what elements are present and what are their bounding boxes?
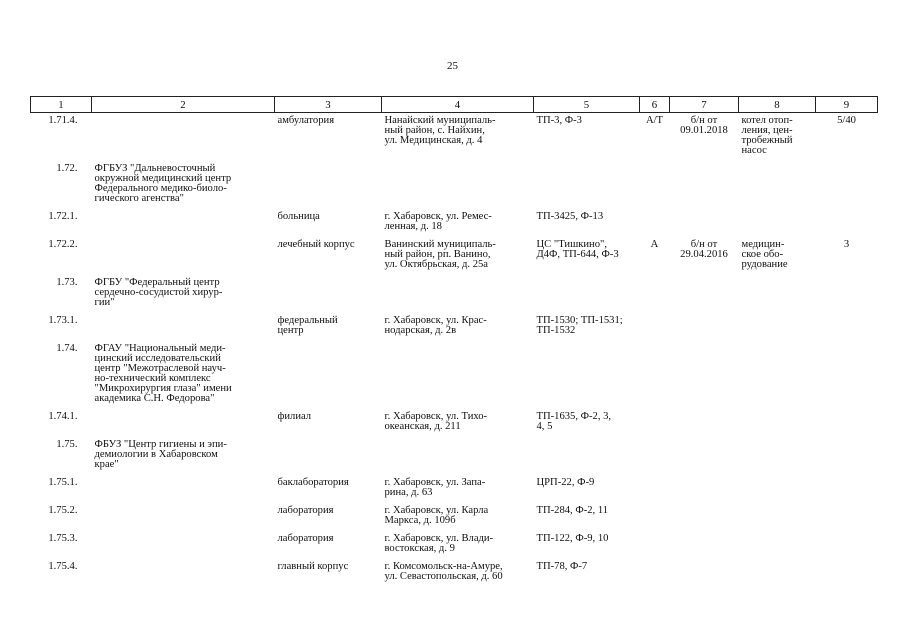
capacity-cell: 3 xyxy=(843,239,850,250)
equipment-cell: котел отоп- ления, цен- тробежный насос xyxy=(741,115,793,156)
power-source-cell: ТП-3, Ф-3 xyxy=(536,115,582,126)
address-cell xyxy=(382,278,534,316)
category-cell xyxy=(640,506,670,534)
equipment-cell xyxy=(739,562,816,582)
category-cell xyxy=(640,316,670,344)
power-source-cell xyxy=(534,440,640,478)
equipment-cell xyxy=(739,440,816,478)
category-cell: А xyxy=(650,239,659,250)
organization-cell xyxy=(92,534,275,562)
category-cell xyxy=(640,164,670,212)
equipment-cell xyxy=(739,344,816,412)
organization-cell: ФГБУ "Федеральный центр сердечно-сосудистой хирур- гии" xyxy=(94,277,223,308)
capacity-cell xyxy=(816,278,878,316)
equipment-cell xyxy=(739,506,816,534)
power-source-cell: ТП-284, Ф-2, 11 xyxy=(536,505,609,516)
category-cell xyxy=(640,344,670,412)
equipment-cell xyxy=(739,164,816,212)
column-header: 5 xyxy=(534,97,640,113)
table-row xyxy=(31,278,878,316)
table-row xyxy=(31,240,878,278)
equipment-cell xyxy=(739,316,816,344)
object-type-cell xyxy=(275,278,382,316)
column-header: 2 xyxy=(92,97,275,113)
object-type-cell xyxy=(275,440,382,478)
act-cell xyxy=(670,506,739,534)
row-number-cell: 1.75.4. xyxy=(48,561,78,572)
organization-cell: ФБУЗ "Центр гигиены и эпи- демиологии в Хабаровском крае" xyxy=(94,439,227,470)
column-header: 4 xyxy=(382,97,534,113)
organization-cell xyxy=(92,113,275,165)
capacity-cell xyxy=(816,562,878,582)
address-cell: г. Комсомольск-на-Амуре, ул. Севастопольская, д. 60 xyxy=(384,561,503,582)
equipment-cell xyxy=(739,412,816,440)
capacity-cell xyxy=(816,344,878,412)
power-source-cell: ТП-78, Ф-7 xyxy=(536,561,588,572)
column-header: 1 xyxy=(31,97,92,113)
equipment-cell xyxy=(739,278,816,316)
power-source-cell xyxy=(534,164,640,212)
equipment-cell xyxy=(739,212,816,240)
capacity-cell xyxy=(816,534,878,562)
organization-cell xyxy=(92,240,275,278)
address-cell: г. Хабаровск, ул. Карла Маркса, д. 109б xyxy=(384,505,489,526)
page-number: 25 xyxy=(447,60,458,72)
power-source-cell: ТП-3425, Ф-13 xyxy=(536,211,604,222)
capacity-cell xyxy=(816,212,878,240)
object-type-cell: лечебный корпус xyxy=(277,239,355,250)
organization-cell xyxy=(92,316,275,344)
act-cell xyxy=(670,344,739,412)
objects-table xyxy=(30,96,878,582)
organization-cell xyxy=(92,478,275,506)
power-source-cell: ТП-1530; ТП-1531; ТП-1532 xyxy=(536,315,623,336)
act-cell: б/н от 29.04.2016 xyxy=(680,239,728,260)
act-cell xyxy=(670,562,739,582)
table-row xyxy=(31,164,878,212)
power-source-cell xyxy=(534,344,640,412)
row-number-cell: 1.75.1. xyxy=(48,477,78,488)
organization-cell: ФГБУЗ "Дальневосточный окружной медицинский центр Федерального медико-биоло- гического агенства" xyxy=(94,163,232,204)
table-row xyxy=(31,506,878,534)
address-cell: г. Хабаровск, ул. Влади- востокская, д. 9 xyxy=(384,533,494,554)
row-number-cell: 1.73. xyxy=(56,277,78,288)
row-number-cell: 1.74.1. xyxy=(48,411,78,422)
act-cell xyxy=(670,412,739,440)
table-row xyxy=(31,212,878,240)
address-cell xyxy=(382,164,534,212)
act-cell: б/н от 09.01.2018 xyxy=(680,115,728,136)
act-cell xyxy=(670,478,739,506)
row-number-cell: 1.75.2. xyxy=(48,505,78,516)
capacity-cell xyxy=(816,478,878,506)
row-number-cell: 1.72.1. xyxy=(48,211,78,222)
act-cell xyxy=(670,316,739,344)
capacity-cell xyxy=(816,316,878,344)
power-source-cell: ЦС "Тишкино", Д4Ф, ТП-644, Ф-3 xyxy=(536,239,619,260)
column-header: 7 xyxy=(670,97,739,113)
power-source-cell: ТП-1635, Ф-2, 3, 4, 5 xyxy=(536,411,612,432)
table-row xyxy=(31,316,878,344)
capacity-cell: 5/40 xyxy=(837,115,856,126)
row-number-cell: 1.75.3. xyxy=(48,533,78,544)
power-source-cell xyxy=(534,278,640,316)
table-row xyxy=(31,440,878,478)
category-cell xyxy=(640,440,670,478)
object-type-cell xyxy=(275,164,382,212)
row-number-cell: 1.72. xyxy=(56,163,78,174)
column-header: 6 xyxy=(640,97,670,113)
object-type-cell: больница xyxy=(277,211,320,222)
address-cell: г. Хабаровск, ул. Крас- нодарская, д. 2в xyxy=(384,315,487,336)
table-row xyxy=(31,344,878,412)
object-type-cell: филиал xyxy=(277,411,312,422)
act-cell xyxy=(670,164,739,212)
object-type-cell: лаборатория xyxy=(277,505,334,516)
equipment-cell xyxy=(739,478,816,506)
address-cell: г. Хабаровск, ул. Тихо- океанская, д. 211 xyxy=(384,411,488,432)
table-row xyxy=(31,412,878,440)
organization-cell: ФГАУ "Национальный меди- цинский исследовательский центр "Межотраслевой науч- но-технический комплекс "Микрохирургия глаза" имени академика С.Н. Федорова" xyxy=(94,343,232,404)
column-header: 3 xyxy=(275,97,382,113)
address-cell: г. Хабаровск, ул. Ремес- ленная, д. 18 xyxy=(384,211,492,232)
act-cell xyxy=(670,212,739,240)
act-cell xyxy=(670,534,739,562)
address-cell: г. Хабаровск, ул. Запа- рина, д. 63 xyxy=(384,477,486,498)
column-number-row xyxy=(31,97,878,113)
address-cell xyxy=(382,440,534,478)
act-cell xyxy=(670,278,739,316)
equipment-cell xyxy=(739,534,816,562)
object-type-cell: федеральный центр xyxy=(277,315,338,336)
address-cell xyxy=(382,344,534,412)
organization-cell xyxy=(92,506,275,534)
organization-cell xyxy=(92,212,275,240)
object-type-cell xyxy=(275,344,382,412)
column-header: 8 xyxy=(739,97,816,113)
row-number-cell: 1.74. xyxy=(56,343,78,354)
table-row xyxy=(31,562,878,582)
object-type-cell: баклаборатория xyxy=(277,477,349,488)
address-cell: Нанайский муниципаль- ный район, с. Найхин, ул. Медицинская, д. 4 xyxy=(384,115,496,146)
power-source-cell: ТП-122, Ф-9, 10 xyxy=(536,533,609,544)
row-number-cell: 1.71.4. xyxy=(48,115,78,126)
capacity-cell xyxy=(816,506,878,534)
category-cell xyxy=(640,412,670,440)
equipment-cell: медицин- ское обо- рудование xyxy=(741,239,788,270)
category-cell xyxy=(640,562,670,582)
power-source-cell: ЦРП-22, Ф-9 xyxy=(536,477,595,488)
category-cell xyxy=(640,212,670,240)
organization-cell xyxy=(92,412,275,440)
column-header: 9 xyxy=(816,97,878,113)
table-row xyxy=(31,534,878,562)
capacity-cell xyxy=(816,164,878,212)
act-cell xyxy=(670,440,739,478)
address-cell: Ванинский муниципаль- ный район, рп. Ванино, ул. Октябрьская, д. 25а xyxy=(384,239,496,270)
row-number-cell: 1.73.1. xyxy=(48,315,78,326)
capacity-cell xyxy=(816,440,878,478)
row-number-cell: 1.72.2. xyxy=(48,239,78,250)
category-cell: А/Т xyxy=(645,115,664,126)
category-cell xyxy=(640,534,670,562)
object-type-cell: амбулатория xyxy=(277,115,335,126)
category-cell xyxy=(640,478,670,506)
table-row xyxy=(31,113,878,165)
object-type-cell: главный корпус xyxy=(277,561,349,572)
table-row xyxy=(31,478,878,506)
capacity-cell xyxy=(816,412,878,440)
organization-cell xyxy=(92,562,275,582)
category-cell xyxy=(640,278,670,316)
object-type-cell: лаборатория xyxy=(277,533,334,544)
row-number-cell: 1.75. xyxy=(56,439,78,450)
